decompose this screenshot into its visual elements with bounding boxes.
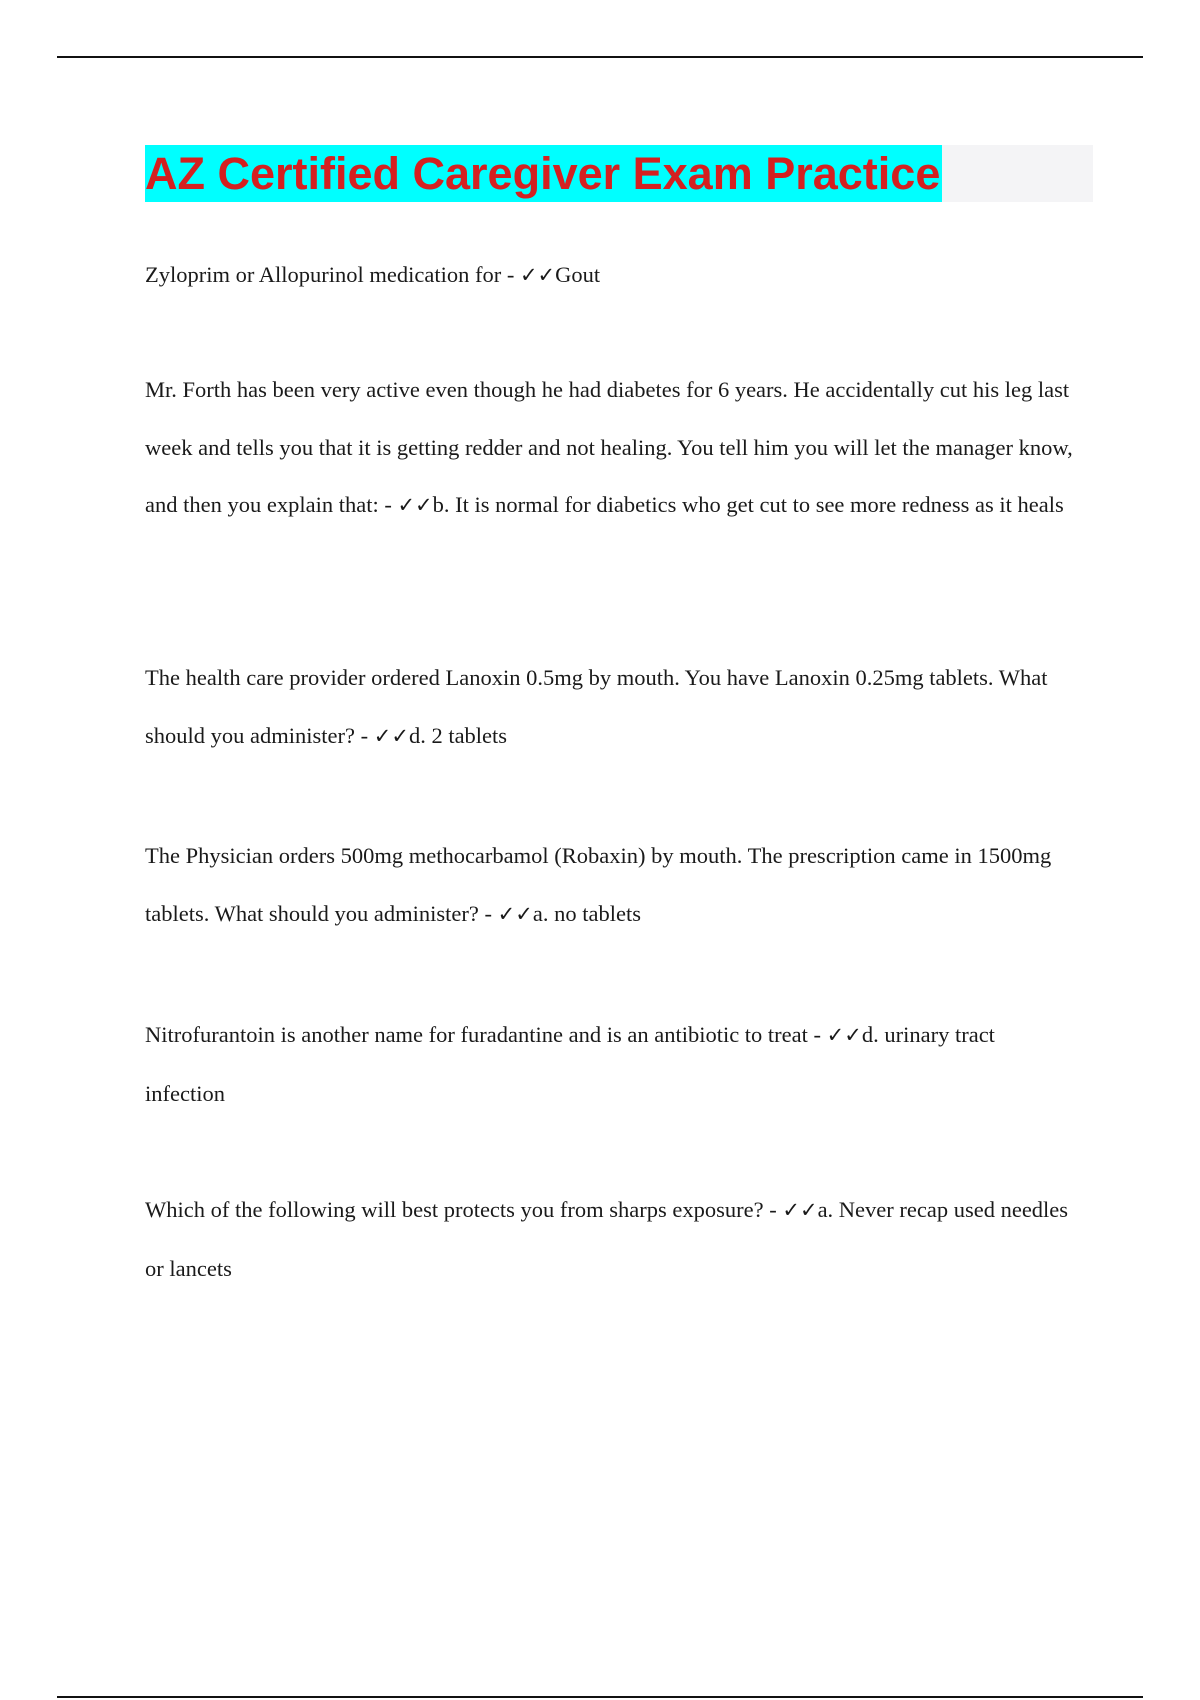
top-rule [57,56,1143,58]
qa-item-2 [145,361,1075,535]
separator: - [501,262,520,287]
question-text: Zyloprim or Allopurinol medication for [145,262,502,287]
separator: - [763,1197,783,1222]
bottom-rule [57,1696,1143,1698]
double-check-icon: ✓✓ [782,1198,818,1222]
qa-item-4 [145,827,1075,943]
separator: - [807,1022,827,1047]
separator: - [478,900,498,926]
double-check-icon: ✓✓ [826,1023,862,1047]
question-text: Nitrofurantoin is another name for furadantine and is an antibiotic to treat [145,1022,808,1047]
separator: - [354,722,374,748]
double-check-icon: ✓✓ [373,723,409,748]
page-title: AZ Certified Caregiver Exam Practice [145,145,942,202]
answer-text: Gout [555,262,601,287]
answer-text: a. no tablets [532,900,641,926]
qa-item-6 [145,1181,1075,1297]
double-check-icon: ✓✓ [519,263,556,287]
question-text: Which of the following will best protects you from sharps exposure? [145,1197,764,1222]
double-check-icon: ✓✓ [397,493,433,517]
question-text: Mr. Forth has been very active even though he had diabetes for 6 years. He accidentally cut his leg last week and tells you that it is getting redder and not healing. You tell him you will let the manager know, and then you explain that: [145,377,1073,517]
qa-item-3 [145,649,1075,765]
qa-item-5 [145,1006,1075,1122]
answer-text: b. It is normal for diabetics who get cut to see more redness as it heals [432,492,1064,517]
title-banner [145,145,1093,202]
answer-text: d. urinary tract infection [145,1022,995,1106]
answer-text: d. 2 tablets [408,722,508,748]
qa-item-1 [145,246,1075,305]
double-check-icon: ✓✓ [497,901,533,926]
question-text: The Physician orders 500mg methocarbamol (Robaxin) by mouth. The prescription came in 1500mg tablets. What should you administer? [145,843,1052,926]
answer-text: a. Never recap used needles or lancets [145,1197,1069,1281]
question-text: The health care provider ordered Lanoxin 0.5mg by mouth. You have Lanoxin 0.25mg tablets. What should you administer? [145,665,1048,748]
separator: - [378,492,398,517]
